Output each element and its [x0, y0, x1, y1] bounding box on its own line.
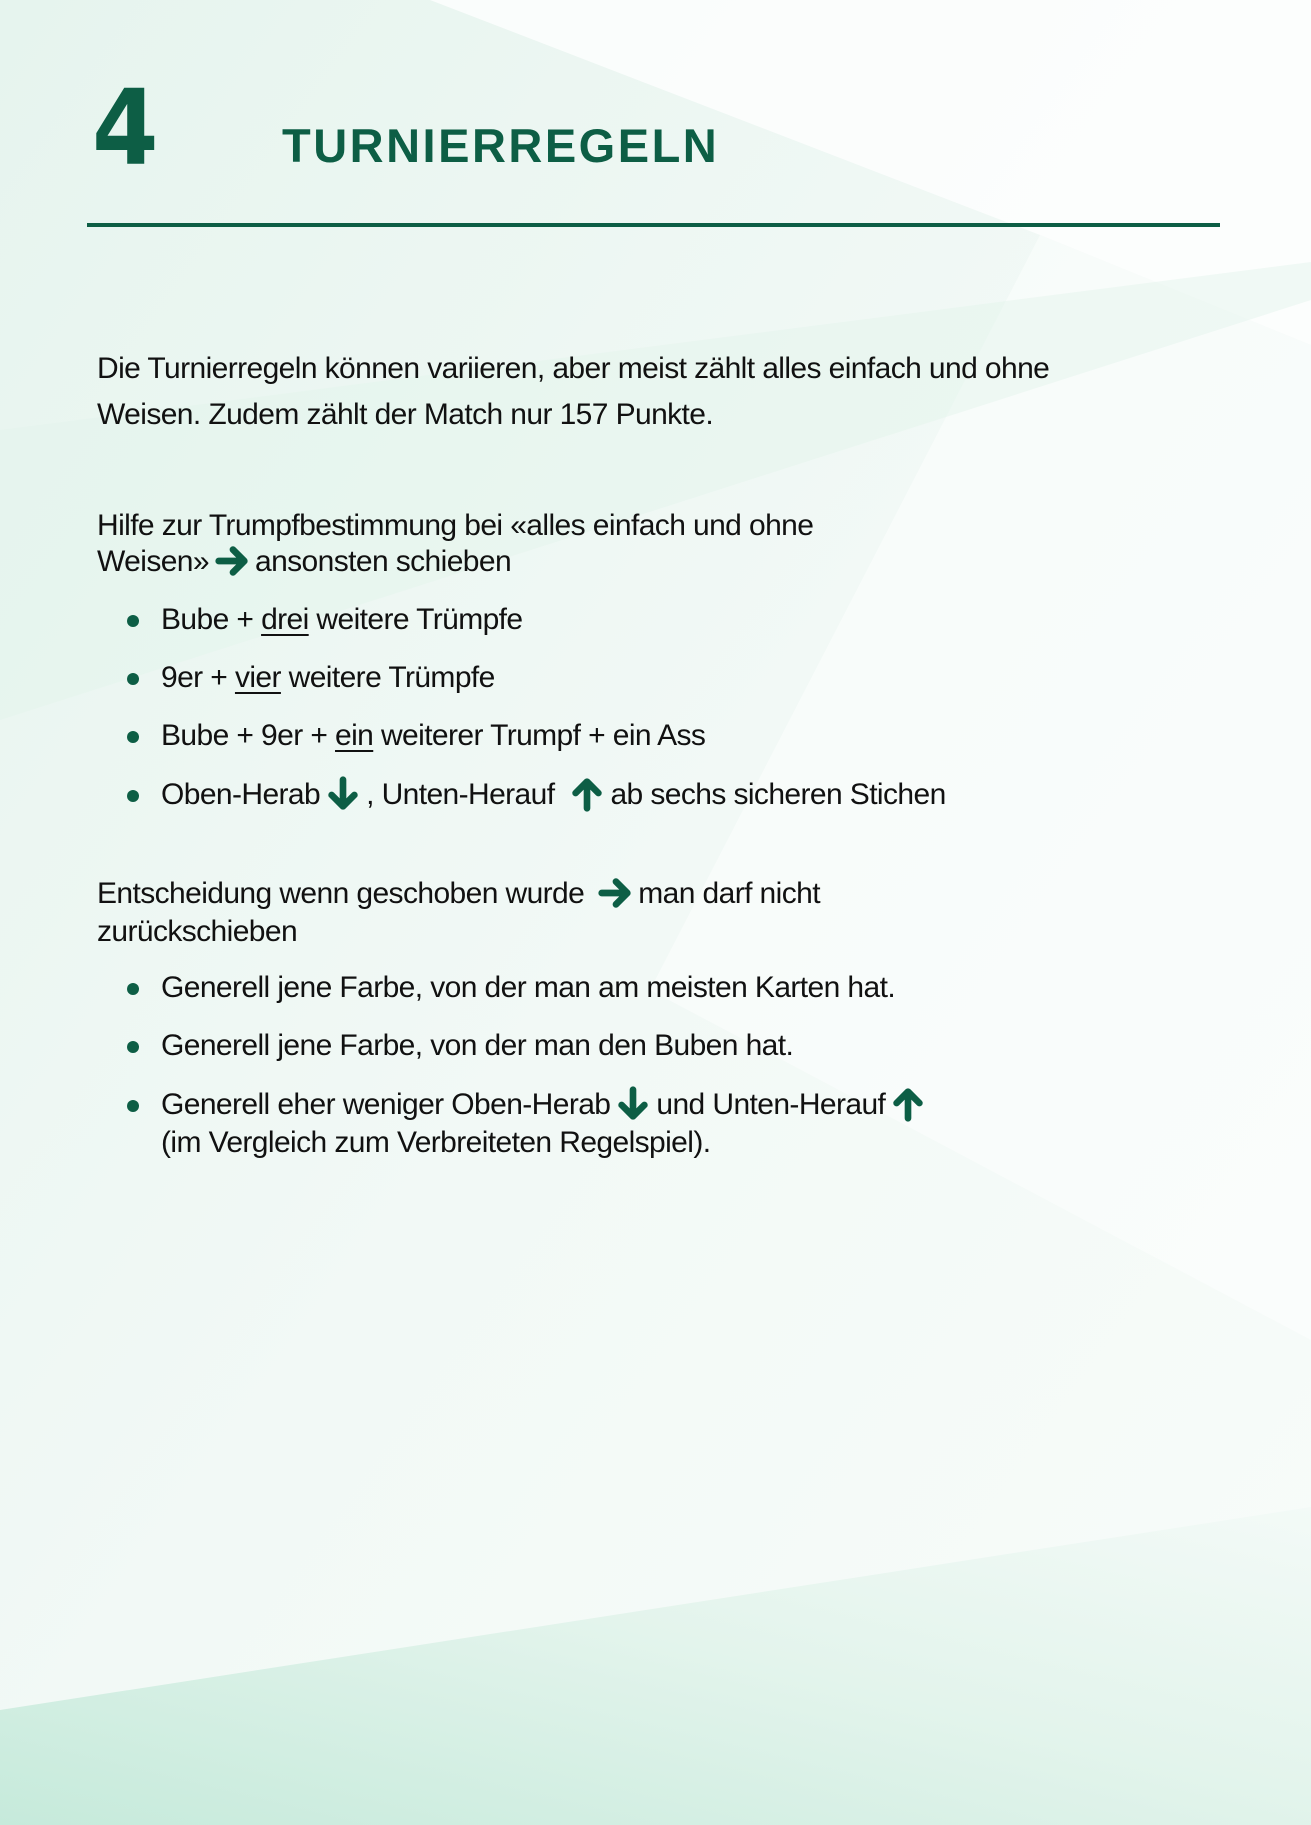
- bullet-icon: [127, 1041, 139, 1053]
- trump-heading-line-1: Hilfe zur Trumpfbestimmung bei «alles einfach und ohne: [97, 509, 814, 542]
- trump-heading-text-b: ansonsten schieben: [254, 545, 512, 578]
- list-item: [161, 660, 495, 696]
- pushed-heading-text-a: Entscheidung wenn geschoben wurde: [97, 877, 585, 910]
- item-underlined: vier: [234, 661, 281, 694]
- list-item: [161, 718, 705, 754]
- trump-heading-text-a: Weisen»: [97, 545, 209, 578]
- list-item: [161, 1028, 793, 1064]
- intro-paragraph: [97, 346, 1049, 438]
- intro-line-2: Weisen. Zudem zählt der Match nur 157 Punkte.: [97, 398, 714, 431]
- item-text: weiterer Trumpf + ein Ass: [373, 719, 706, 752]
- bullet-icon: [127, 983, 139, 995]
- item-underlined: drei: [261, 603, 309, 636]
- item-text: 9er +: [161, 661, 235, 694]
- list-item: [161, 970, 895, 1006]
- item-underlined: ein: [335, 719, 374, 752]
- item-text: , Unten-Herauf: [366, 778, 555, 811]
- arrow-right-icon: [596, 874, 634, 912]
- intro-line-1: Die Turnierregeln können variieren, aber meist zählt alles einfach und ohne: [97, 352, 1050, 385]
- list-item: [161, 1087, 931, 1161]
- pushed-section-heading: [97, 876, 820, 950]
- item-text: weitere Trümpfe: [308, 603, 523, 636]
- item-text: Generell jene Farbe, von der man den Buben hat.: [161, 1029, 794, 1062]
- title-divider: [87, 223, 1220, 227]
- item-text: Oben-Herab: [161, 778, 321, 811]
- item-text-line-2: (im Vergleich zum Verbreiteten Regelspiel).: [161, 1126, 711, 1160]
- arrow-down-icon: [614, 1085, 652, 1123]
- arrow-up-icon: [889, 1085, 927, 1123]
- trump-section-heading: [97, 508, 813, 582]
- list-item: [161, 777, 946, 815]
- arrow-up-icon: [568, 775, 606, 813]
- list-item: [161, 602, 523, 638]
- arrow-down-icon: [324, 775, 362, 813]
- item-text: weitere Trümpfe: [280, 661, 495, 694]
- item-text: Bube + 9er +: [161, 719, 336, 752]
- pushed-heading-line-1: [97, 876, 820, 914]
- chapter-number: 4: [92, 67, 159, 189]
- item-text: Bube +: [161, 603, 262, 636]
- page-title: TURNIERREGELN: [282, 119, 720, 172]
- item-text: Generell eher weniger Oben-Herab: [161, 1088, 611, 1121]
- item-text: Generell jene Farbe, von der man am meisten Karten hat.: [161, 971, 896, 1004]
- trump-heading-line-2: [97, 544, 813, 582]
- arrow-right-icon: [213, 542, 251, 580]
- item-text: und Unten-Herauf: [656, 1088, 886, 1121]
- pushed-heading-text-b: man darf nicht: [638, 877, 820, 910]
- bullet-icon: [127, 673, 139, 685]
- bullet-icon: [127, 731, 139, 743]
- bullet-icon: [127, 615, 139, 627]
- bullet-icon: [127, 1100, 139, 1112]
- bullet-icon: [127, 790, 139, 802]
- item-text: ab sechs sicheren Stichen: [610, 778, 946, 811]
- pushed-heading-line-2: zurückschieben: [97, 915, 298, 949]
